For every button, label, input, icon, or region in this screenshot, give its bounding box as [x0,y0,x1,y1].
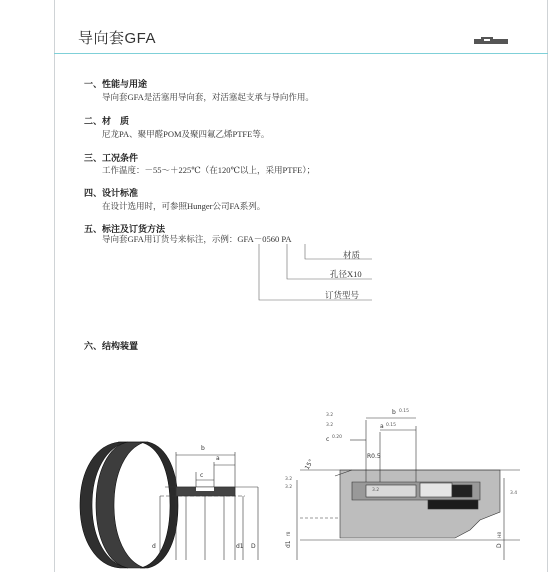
dim-right-angle: 15° [303,458,316,471]
order-label-model: 订货型号 [325,290,360,300]
dim-right-D-tol: H8 [498,531,503,538]
order-leader-lines [259,244,372,300]
section-heading-conditions: 三、工况条件 [84,154,139,164]
dim-left-D: D [251,543,256,550]
rough-mark-f: 3.4 [510,491,518,496]
section-body-usage: 导向套GFA是活塞用导向套，对活塞起支承与导向作用。 [102,92,314,102]
guide-ring-3d [80,442,178,568]
dim-right-D: D [496,543,503,548]
dim-left-d: d [152,543,156,550]
page-title: 导向套GFA [78,30,157,47]
rough-mark-d: 3.2 [285,485,293,490]
rough-mark-c: 3.2 [285,477,293,482]
section-heading-structure: 六、结构装置 [84,342,139,352]
dim-right-d1-tol: f8 [287,531,292,536]
order-label-bore: 孔径X10 [330,269,362,279]
dim-left-b: b [201,445,205,452]
right-groove-drawing [297,418,520,560]
rough-mark-e: 3.2 [372,488,380,493]
order-code-example: 导向套GFA用订货号来标注，示例：GFA－0560 PA [102,234,292,244]
section-heading-ordering: 五、标注及订货方法 [84,225,166,235]
dim-right-c-tol: 0.20 [332,435,343,440]
section-heading-standard: 四、设计标准 [84,189,139,199]
section-heading-material: 二、材 质 [84,117,130,127]
dim-right-a: a [380,423,384,430]
dim-right-a-tol: 0.15 [386,423,397,428]
section-body-standard: 在设计选用时，可参照Hunger公司FA系列。 [102,201,266,211]
rough-mark-b: 3.2 [326,423,334,428]
section-body-material: 尼龙PA、聚甲醛POM及聚四氟乙烯PTFE等。 [102,129,270,139]
order-label-material: 材质 [343,250,361,260]
dim-right-b-tol: 0.15 [399,409,410,414]
dim-right-radius: R0.5 [367,453,381,460]
dim-left-d1: d1 [236,543,244,550]
section-heading-usage: 一、性能与用途 [84,80,148,90]
dim-right-c: c [326,436,330,443]
dim-left-a: a [216,455,220,462]
rough-mark-a: 3.2 [326,413,334,418]
dim-right-b: b [392,409,396,416]
section-body-conditions: 工作温度：－55～＋225℃（在120℃以上，采用PTFE）； [102,165,316,175]
dim-right-d1: d1 [285,540,292,548]
dim-left-c: c [200,472,204,479]
